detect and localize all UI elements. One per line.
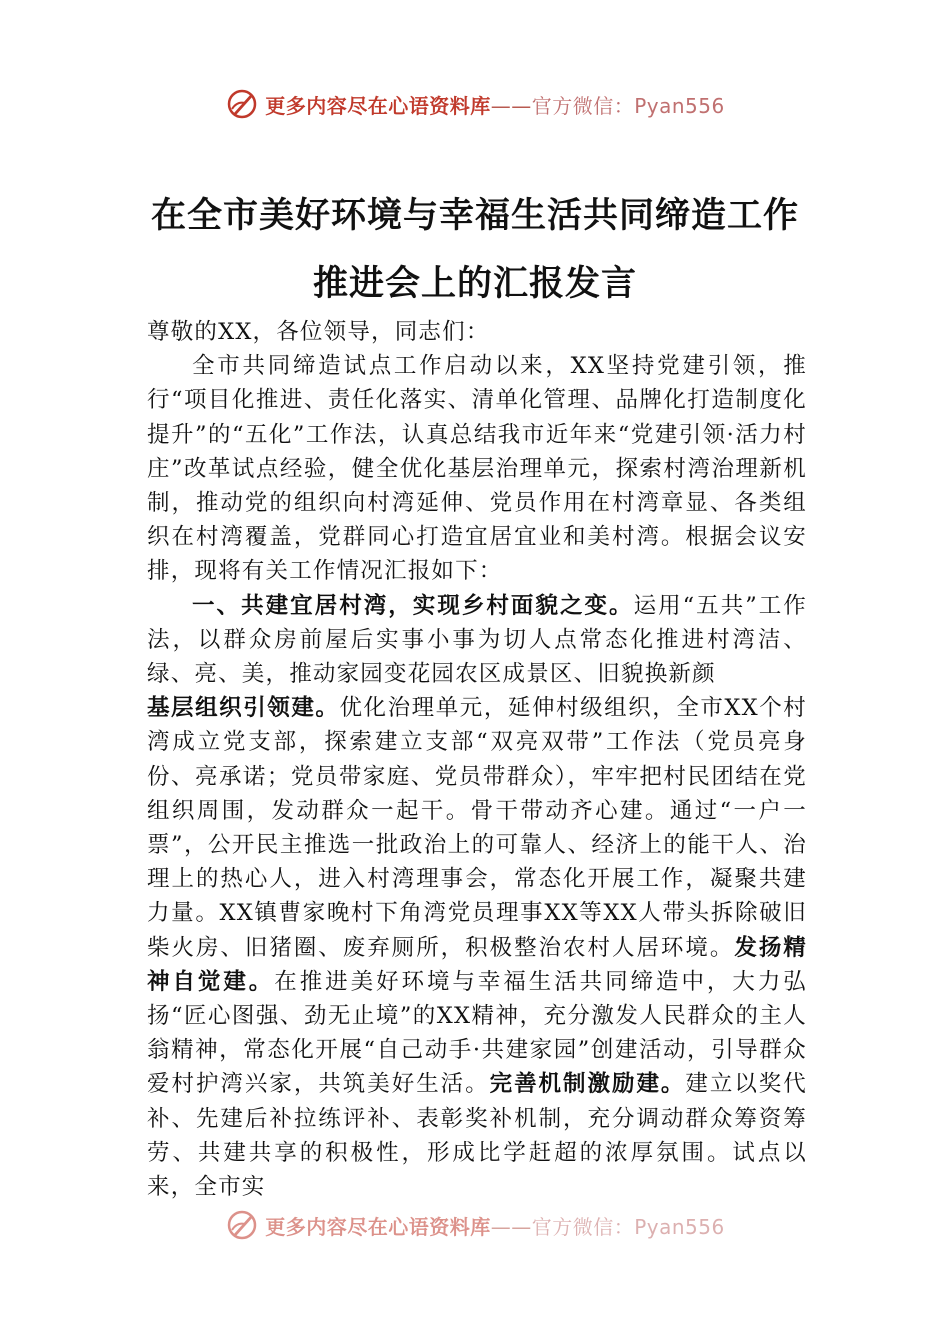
pen-logo-icon <box>225 1208 259 1242</box>
sub3-heading: 完善机制激励建。 <box>489 1071 686 1098</box>
section1-heading: 一、共建宜居村湾，实现乡村面貌之变。 <box>192 592 634 619</box>
subsection-paragraph <box>147 691 807 1204</box>
document-title-line2: 推进会上的汇报发言 <box>312 263 637 304</box>
watermark-footer <box>0 1205 950 1245</box>
watermark-header <box>0 84 950 124</box>
watermark-separator: —— <box>490 1214 532 1239</box>
sub1-text: 优化治理单元，延伸村级组织，全市XX个村湾成立党支部，探索建立支部“双亮双带”工作法（党员亮身份、亮承诺；党员带家庭、党员带群众），牢牢把村民团结在党组织周围，发动群众一起干。骨干带动齐心建。通过“一户一票”，公开民主推选一批政治上的可靠人、经济上的能干人、治理上的热心人，进入村湾理事会，常态化开展工作，凝聚共建力量。XX镇曹家晚村下角湾党员理事XX等XX人带头拆除破旧柴火房、旧猪圈、废弃厕所，积极整治农村人居环境。 <box>147 695 807 961</box>
document-title-line1: 在全市美好环境与幸福生活共同缔造工作 <box>150 195 799 236</box>
watermark-text <box>265 1211 725 1240</box>
sub3-text: 建立以奖代补、先建后补拉练评补、表彰奖补机制，充分调动群众筹资筹劳、共建共享的积极性，形成比学赶超的浓厚氛围。试点以来，全市实 <box>147 1071 807 1201</box>
sub2-heading: 发扬精神自觉建。 <box>147 934 807 995</box>
watermark-text <box>265 90 725 119</box>
sub1-heading: 基层组织引领建。 <box>147 695 340 722</box>
sub2-text: 在推进美好环境与幸福生活共同缔造中，大力弘扬“匠心图强、劲无止境”的XX精神，充分激发人民群众的主人翁精神，常态化开展“自己动手·共建家园”创建活动，引导群众爱村护湾兴家，共筑美好生活。 <box>147 968 807 1098</box>
watermark-brand: 更多内容尽在心语资料库 <box>265 93 491 118</box>
watermark-brand: 更多内容尽在心语资料库 <box>265 1214 491 1239</box>
intro-paragraph: 全市共同缔造试点工作启动以来，XX坚持党建引领，推行“项目化推进、责任化落实、清单化管理、品牌化打造制度化提升”的“五化”工作法，认真总结我市近年来“党建引领·活力村庄”改革试点经验，健全优化基层治理单元，探索村湾治理新机制，推动党的组织向村湾延伸、党员作用在村湾章显、各类组织在村湾覆盖，党群同心打造宜居宜业和美村湾。根据会议安排，现将有关工作情况汇报如下： <box>147 353 807 585</box>
document-body <box>147 315 807 1204</box>
watermark-separator: —— <box>490 93 532 118</box>
watermark-wechat: 官方微信：Pyan556 <box>531 1214 725 1239</box>
watermark-wechat: 官方微信：Pyan556 <box>531 93 725 118</box>
salutation: 尊敬的XX，各位领导，同志们： <box>147 319 490 345</box>
pen-logo-icon <box>225 87 259 121</box>
section1-paragraph <box>147 589 807 692</box>
section1-text: 运用“五共”工作法，以群众房前屋后实事小事为切人点常态化推进村湾洁、绿、亮、美，推动家园变花园农区成景区、旧貌换新颜 <box>147 592 808 688</box>
